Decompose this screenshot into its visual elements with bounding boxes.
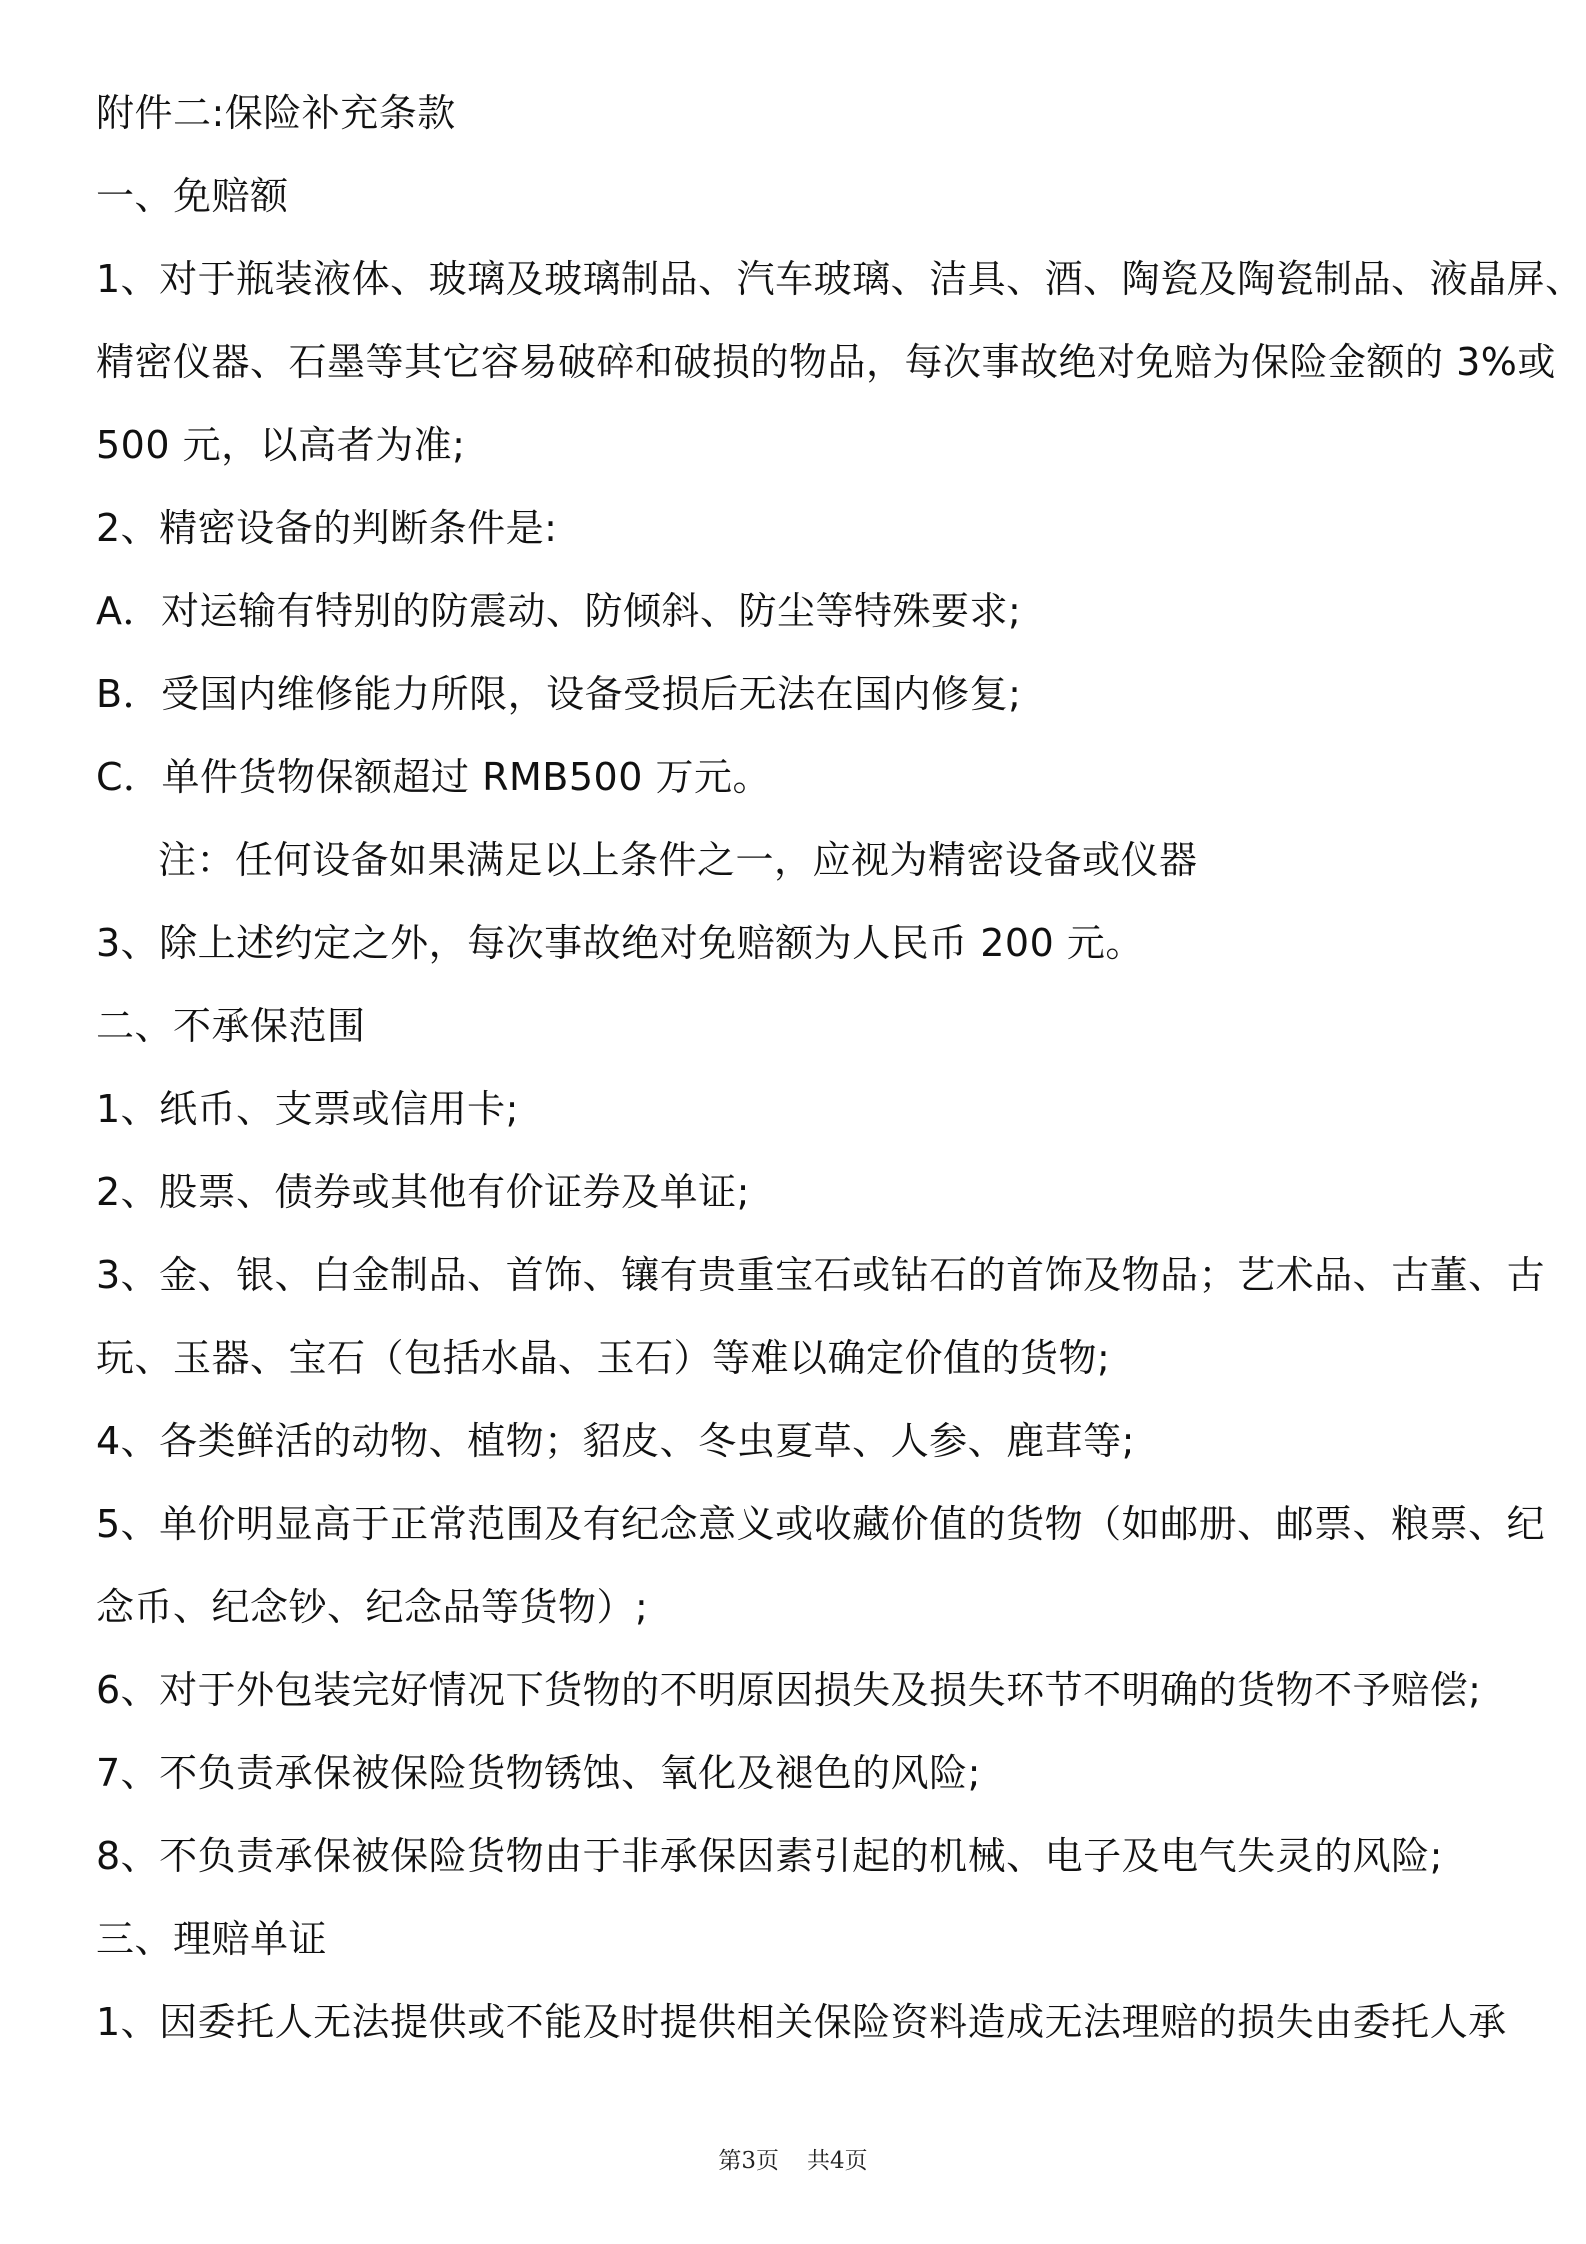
paragraph-line: 500 元，以高者为准; [96, 423, 466, 467]
paragraph-line: A．对运输有特别的防震动、防倾斜、防尘等特殊要求; [96, 589, 1022, 633]
document-title: 附件二:保险补充条款 [96, 91, 456, 135]
section-heading-claims-documents: 三、理赔单证 [96, 1917, 328, 1961]
page-number-total: 共4页 [807, 2148, 868, 2174]
paragraph-line: 2、精密设备的判断条件是: [96, 506, 558, 550]
paragraph-line: 7、不负责承保被保险货物锈蚀、氧化及褪色的风险; [96, 1751, 981, 1795]
paragraph-line: 4、各类鲜活的动物、植物；貂皮、冬虫夏草、人参、鹿茸等; [96, 1419, 1135, 1463]
paragraph-line: 1、对于瓶装液体、玻璃及玻璃制品、汽车玻璃、洁具、酒、陶瓷及陶瓷制品、液晶屏、 [96, 257, 1584, 301]
page-footer [0, 2146, 1586, 2176]
paragraph-line: 2、股票、债券或其他有价证券及单证; [96, 1170, 750, 1214]
paragraph-line: C．单件货物保额超过 RMB500 万元。 [96, 755, 771, 799]
section-heading-deductible: 一、免赔额 [96, 174, 289, 218]
paragraph-line: 6、对于外包装完好情况下货物的不明原因损失及损失环节不明确的货物不予赔偿; [96, 1668, 1482, 1712]
paragraph-line: 3、除上述约定之外，每次事故绝对免赔额为人民币 200 元。 [96, 921, 1144, 965]
paragraph-line: 8、不负责承保被保险货物由于非承保因素引起的机械、电子及电气失灵的风险; [96, 1834, 1443, 1878]
paragraph-line: 念币、纪念钞、纪念品等货物）; [96, 1585, 649, 1629]
paragraph-line: B．受国内维修能力所限，设备受损后无法在国内修复; [96, 672, 1022, 716]
paragraph-line: 1、纸币、支票或信用卡; [96, 1087, 519, 1131]
paragraph-line: 1、因委托人无法提供或不能及时提供相关保险资料造成无法理赔的损失由委托人承 [96, 2000, 1507, 2044]
paragraph-line: 精密仪器、石墨等其它容易破碎和破损的物品，每次事故绝对免赔为保险金额的 3%或 [96, 340, 1556, 384]
paragraph-line: 玩、玉器、宝石（包括水晶、玉石）等难以确定价值的货物; [96, 1336, 1111, 1380]
note-line: 注：任何设备如果满足以上条件之一，应视为精密设备或仪器 [158, 838, 1198, 882]
paragraph-line: 5、单价明显高于正常范围及有纪念意义或收藏价值的货物（如邮册、邮票、粮票、纪 [96, 1502, 1546, 1546]
section-heading-exclusions: 二、不承保范围 [96, 1004, 366, 1048]
page-number-current: 第3页 [718, 2148, 779, 2174]
paragraph-line: 3、金、银、白金制品、首饰、镶有贵重宝石或钻石的首饰及物品；艺术品、古董、古 [96, 1253, 1546, 1297]
